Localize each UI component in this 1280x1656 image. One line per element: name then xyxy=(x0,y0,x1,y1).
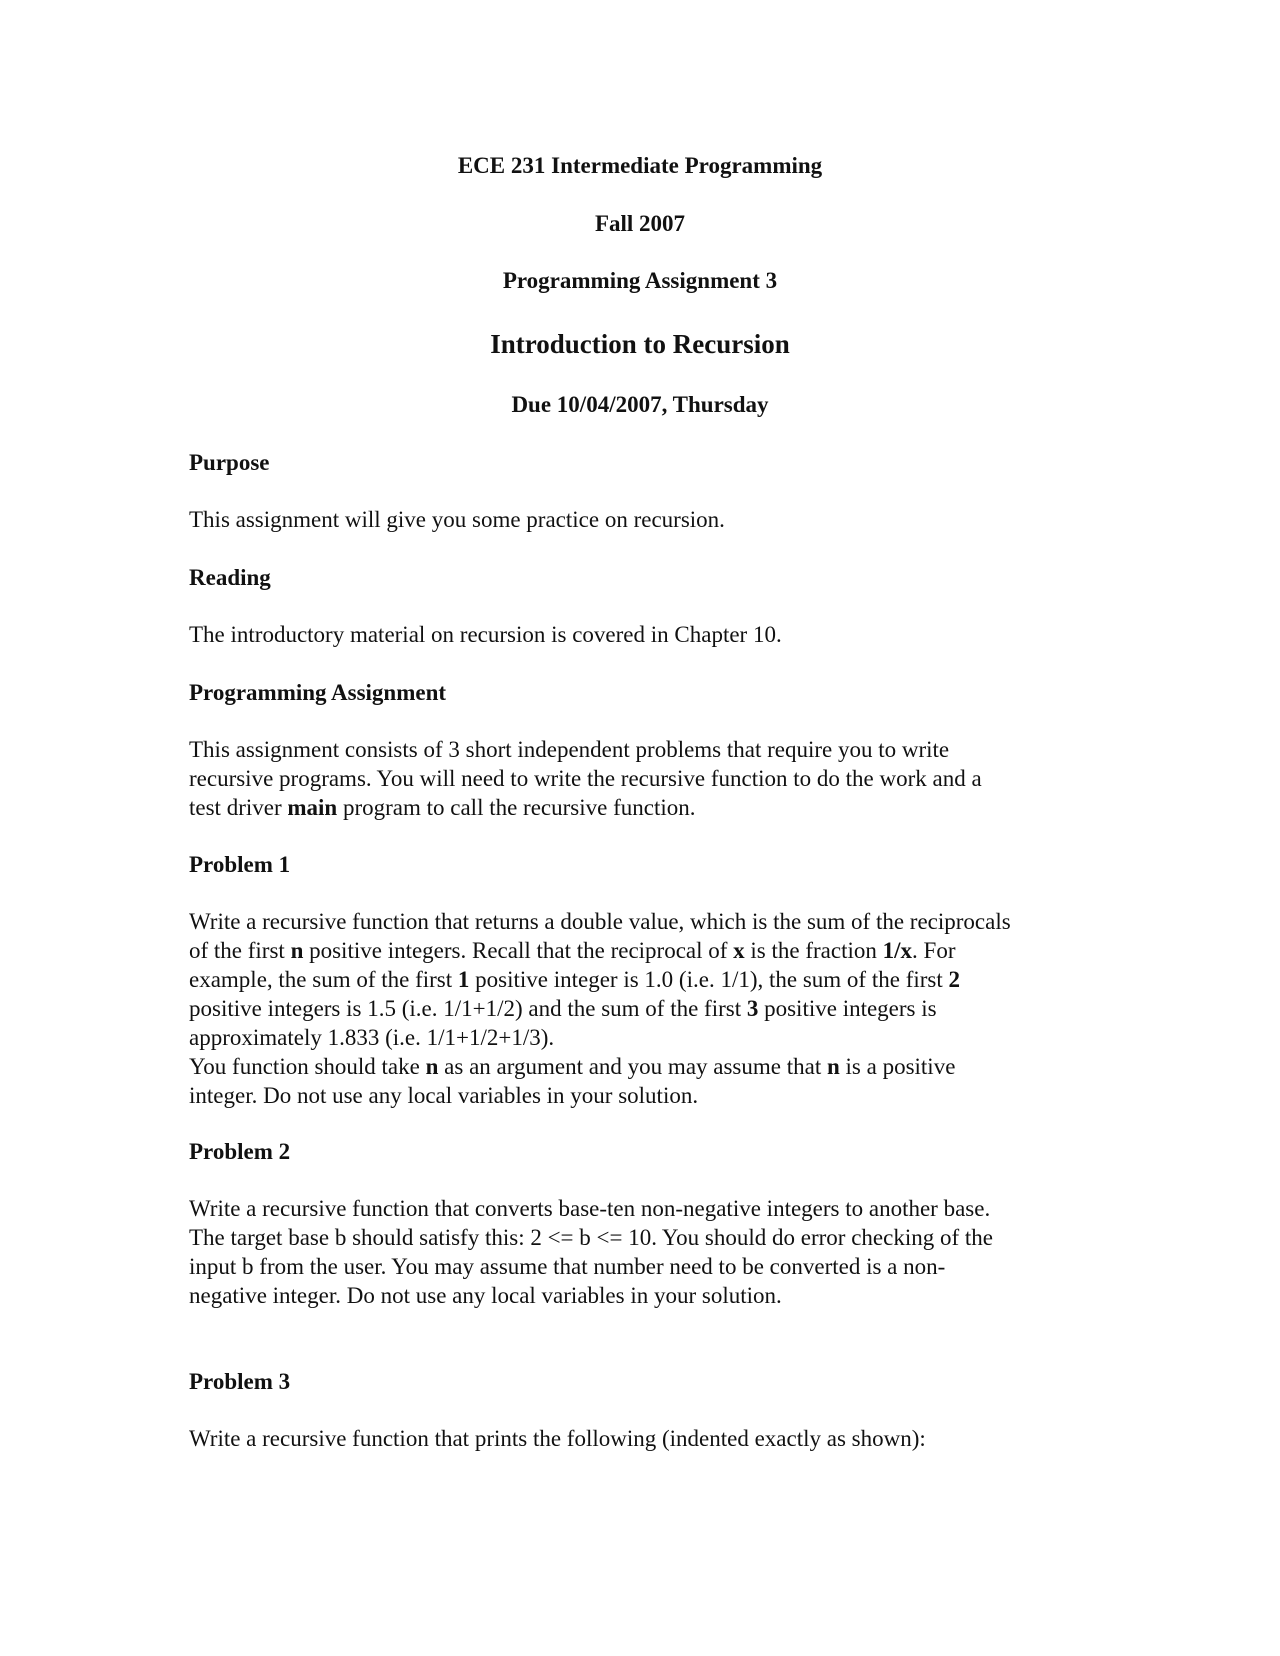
pa-line-3: test driver main program to call the recursive function. xyxy=(189,795,696,820)
pa-line-1: This assignment consists of 3 short independent problems that require you to write xyxy=(189,737,950,762)
programming-assignment-heading: Programming Assignment xyxy=(189,680,447,705)
course-title: ECE 231 Intermediate Programming xyxy=(457,153,823,178)
p1-line-6: You function should take n as an argument and you may assume that n is a positive xyxy=(189,1054,956,1079)
p2-line-3: input b from the user. You may assume that number need to be converted is a non- xyxy=(189,1254,946,1279)
p2-line-1: Write a recursive function that converts base-ten non-negative integers to another base. xyxy=(189,1196,991,1221)
term: Fall 2007 xyxy=(594,211,686,236)
problem-1-heading: Problem 1 xyxy=(189,852,291,877)
main-keyword: main xyxy=(287,795,338,820)
due-date: Due 10/04/2007, Thursday xyxy=(511,392,769,417)
p1-line-1: Write a recursive function that returns a double value, which is the sum of the reciprocals xyxy=(189,909,1011,934)
problem-2-heading: Problem 2 xyxy=(189,1139,291,1164)
reading-text: The introductory material on recursion is covered in Chapter 10. xyxy=(189,622,782,647)
p2-line-4: negative integer. Do not use any local variables in your solution. xyxy=(189,1283,782,1308)
p1-line-2: of the first n positive integers. Recall that the reciprocal of x is the fraction 1/x. For xyxy=(189,938,956,963)
problem-2-paragraph xyxy=(189,1194,1089,1310)
p1-line-4: positive integers is 1.5 (i.e. 1/1+1/2) and the sum of the first 3 positive integers is xyxy=(189,996,937,1021)
programming-assignment-paragraph xyxy=(189,735,1089,822)
p2-line-2: The target base b should satisfy this: 2 <= b <= 10. You should do error checking of the xyxy=(189,1225,993,1250)
p1-line-7: integer. Do not use any local variables in your solution. xyxy=(189,1083,699,1108)
purpose-text: This assignment will give you some practice on recursion. xyxy=(189,507,725,532)
reading-heading: Reading xyxy=(189,565,271,590)
pa-line-2: recursive programs. You will need to write the recursive function to do the work and a xyxy=(189,766,982,791)
page-title: Introduction to Recursion xyxy=(490,329,790,359)
p1-line-5: approximately 1.833 (i.e. 1/1+1/2+1/3). xyxy=(189,1025,555,1050)
problem-3-text: Write a recursive function that prints the following (indented exactly as shown): xyxy=(189,1426,926,1451)
purpose-heading: Purpose xyxy=(189,450,270,475)
p1-line-3: example, the sum of the first 1 positive integer is 1.0 (i.e. 1/1), the sum of the first 2 xyxy=(189,967,960,992)
problem-3-heading: Problem 3 xyxy=(189,1369,291,1394)
assignment-number: Programming Assignment 3 xyxy=(502,268,778,293)
problem-1-paragraph xyxy=(189,907,1089,1110)
